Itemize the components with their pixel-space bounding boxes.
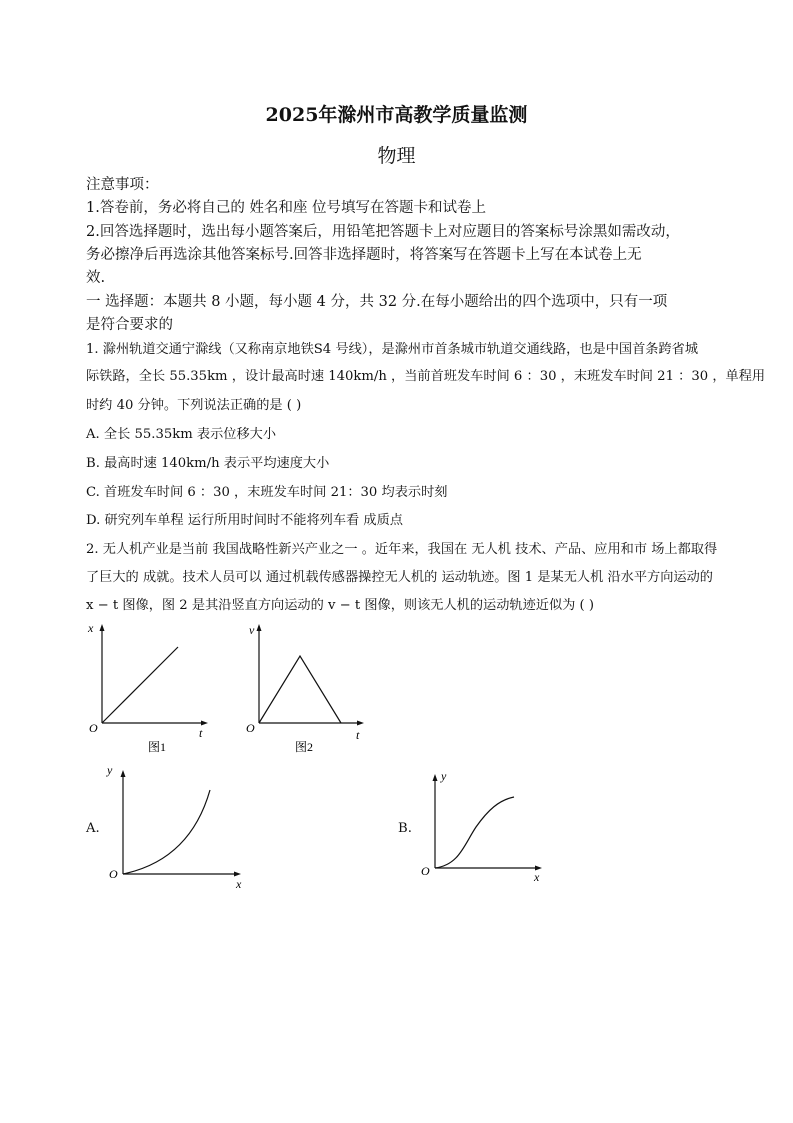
question-2-line-3: x − t 图像，图 2 是其沿竖直方向运动的 v − t 图像，则该无人机的运动轨迹近似为 ( ): [86, 598, 594, 613]
question-2-line-1: 2. 无人机产业是当前 我国战略性新兴产业之一 。近年来，我国在 无人机 技术、产品、应用和市 场上都取得: [86, 542, 718, 557]
option-a-x-arrow: [234, 872, 241, 877]
notice-item-2-line-3: 效.: [86, 270, 106, 286]
option-b-graph: [414, 765, 564, 890]
option-a-y-arrow: [121, 770, 126, 777]
option-a-curve: [123, 790, 210, 874]
section-1-heading-line-1: 一 选择题：本题共 8 小题，每小题 4 分，共 32 分.在每小题给出的四个选项中，只有一项: [86, 294, 668, 310]
option-a-label: A.: [86, 821, 100, 836]
question-1-option-a: A. 全长 55.35km 表示位移大小: [86, 427, 277, 442]
option-b-y-arrow: [433, 774, 438, 781]
figure-2-caption: 图2: [295, 740, 314, 754]
figure-2-x-label: t: [356, 728, 360, 742]
notice-item-1: 1.答卷前，务必将自己的 姓名和座 位号填写在答题卡和试卷上: [86, 200, 487, 216]
question-1-line-1: 1. 滁州轨道交通宁滁线（又称南京地铁S4 号线），是滁州市首条城市轨道交通线路，也是中国首条跨省城: [86, 342, 699, 357]
figure-1-y-arrow: [100, 624, 105, 631]
question-1-option-d: D. 研究列车单程 运行所用时间时不能将列车看 成质点: [86, 513, 403, 528]
figure-1-caption: 图1: [148, 740, 167, 754]
figure-2-x-arrow: [357, 721, 364, 726]
option-b-origin: O: [421, 864, 430, 878]
option-b-x-label: x: [534, 870, 540, 884]
figure-1-line: [102, 647, 178, 723]
option-b-label: B.: [398, 821, 412, 836]
option-b-curve: [435, 797, 514, 868]
figure-1-y-label: x: [88, 621, 94, 635]
question-1-option-c: C. 首班发车时间 6 ：30 ，末班发车时间 21：30 均表示时刻: [86, 485, 448, 500]
notice-item-2-line-2: 务必擦净后再选涂其他答案标号.回答非选择题时，将答案写在答题卡上写在本试卷上无: [86, 247, 642, 263]
option-a-graph: [100, 760, 260, 895]
figure-2-origin: O: [246, 721, 255, 735]
question-1-line-3: 时约 40 分钟。下列说法正确的是 ( ): [86, 398, 302, 413]
option-a-origin: O: [109, 867, 118, 881]
option-a-x-label: x: [236, 877, 242, 891]
question-2-line-2: 了巨大的 成就。技术人员可以 通过机载传感器操控无人机的 运动轨迹。图 1 是某无人机 沿水平方向运动的: [86, 570, 713, 585]
figure-2-triangle: [259, 656, 341, 723]
exam-subject: 物理: [377, 145, 416, 167]
question-1-line-2: 际铁路，全长 55.35km ，设计最高时速 140km/h ，当前首班发车时间 6 ：30 ，末班发车时间 21 ：30 ，单程用: [86, 369, 766, 384]
figure-1-x-arrow: [201, 721, 208, 726]
exam-title: 2025年滁州市高教学质量监测: [265, 104, 528, 126]
notice-item-2-line-1: 2.回答选择题时，选出每小题答案后，用铅笔把答题卡上对应题目的答案标号涂黑如需改动，: [86, 224, 680, 240]
section-1-heading-line-2: 是符合要求的: [86, 317, 173, 333]
notice-heading: 注意事项：: [86, 177, 159, 193]
option-b-y-label: y: [441, 769, 447, 783]
figure-2-vt-graph: [238, 620, 378, 760]
option-a-y-label: y: [107, 763, 113, 777]
figure-1-origin: O: [89, 721, 98, 735]
figure-2-y-arrow: [257, 624, 262, 631]
figure-2-y-label: v: [249, 623, 255, 637]
question-1-option-b: B. 最高时速 140km/h 表示平均速度大小: [86, 456, 330, 471]
figure-1-x-label: t: [199, 726, 203, 740]
figure-1-xt-graph: [80, 620, 220, 760]
